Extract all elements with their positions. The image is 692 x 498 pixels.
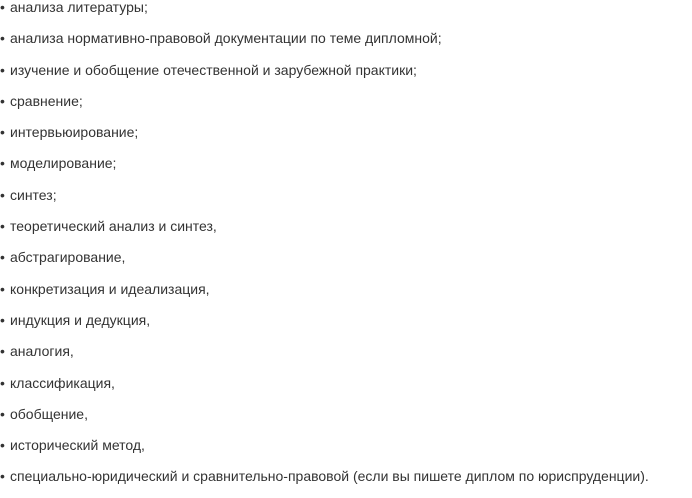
list-item-text: аналогия, [10, 343, 74, 360]
list-item-text: моделирование; [10, 155, 117, 172]
list-item-text: абстрагирование, [10, 249, 126, 266]
bullet-icon: • [0, 311, 5, 328]
bullet-icon: • [0, 468, 5, 485]
bullet-icon: • [0, 374, 5, 391]
list-item-text: исторический метод, [10, 437, 145, 454]
list-item [0, 152, 692, 183]
list-item [0, 0, 692, 27]
list-item [0, 59, 692, 90]
list-item-text: изучение и обобщение отечественной и зарубежной практики; [10, 61, 417, 78]
bullet-icon: • [0, 343, 5, 360]
list-item [0, 372, 692, 403]
bullet-icon: • [0, 0, 5, 15]
list-item [0, 278, 692, 309]
bullet-icon: • [0, 437, 5, 454]
list-item-text: классификация, [10, 374, 115, 391]
list-item-text: специально-юридический и сравнительно-правовой (если вы пишете диплом по юриспруденции). [10, 468, 649, 485]
list-item-text: сравнение; [10, 92, 83, 109]
bullet-icon: • [0, 92, 5, 109]
list-item [0, 465, 692, 496]
list-item-text: интервьюирование; [10, 124, 139, 141]
list-item [0, 27, 692, 58]
list-item [0, 184, 692, 215]
bullet-icon: • [0, 124, 5, 141]
bullet-icon: • [0, 218, 5, 235]
bullet-icon: • [0, 280, 5, 297]
list-item-text: анализа литературы; [10, 0, 148, 15]
list-item [0, 215, 692, 246]
bullet-icon: • [0, 186, 5, 203]
bullet-icon: • [0, 155, 5, 172]
list-item [0, 246, 692, 277]
bullet-icon: • [0, 30, 5, 47]
list-item-text: теоретический анализ и синтез, [10, 218, 217, 235]
bullet-icon: • [0, 405, 5, 422]
list-item [0, 340, 692, 371]
bullet-icon: • [0, 61, 5, 78]
list-item-text: синтез; [10, 186, 57, 203]
list-item [0, 434, 692, 465]
list-item [0, 121, 692, 152]
bullet-icon: • [0, 249, 5, 266]
list-item [0, 309, 692, 340]
list-item-text: индукция и дедукция, [10, 311, 151, 328]
list-item-text: анализа нормативно-правовой документации по теме дипломной; [10, 30, 442, 47]
list-item-text: обобщение, [10, 405, 88, 422]
list-item [0, 403, 692, 434]
list-item-text: конкретизация и идеализация, [10, 280, 210, 297]
list-item [0, 90, 692, 121]
